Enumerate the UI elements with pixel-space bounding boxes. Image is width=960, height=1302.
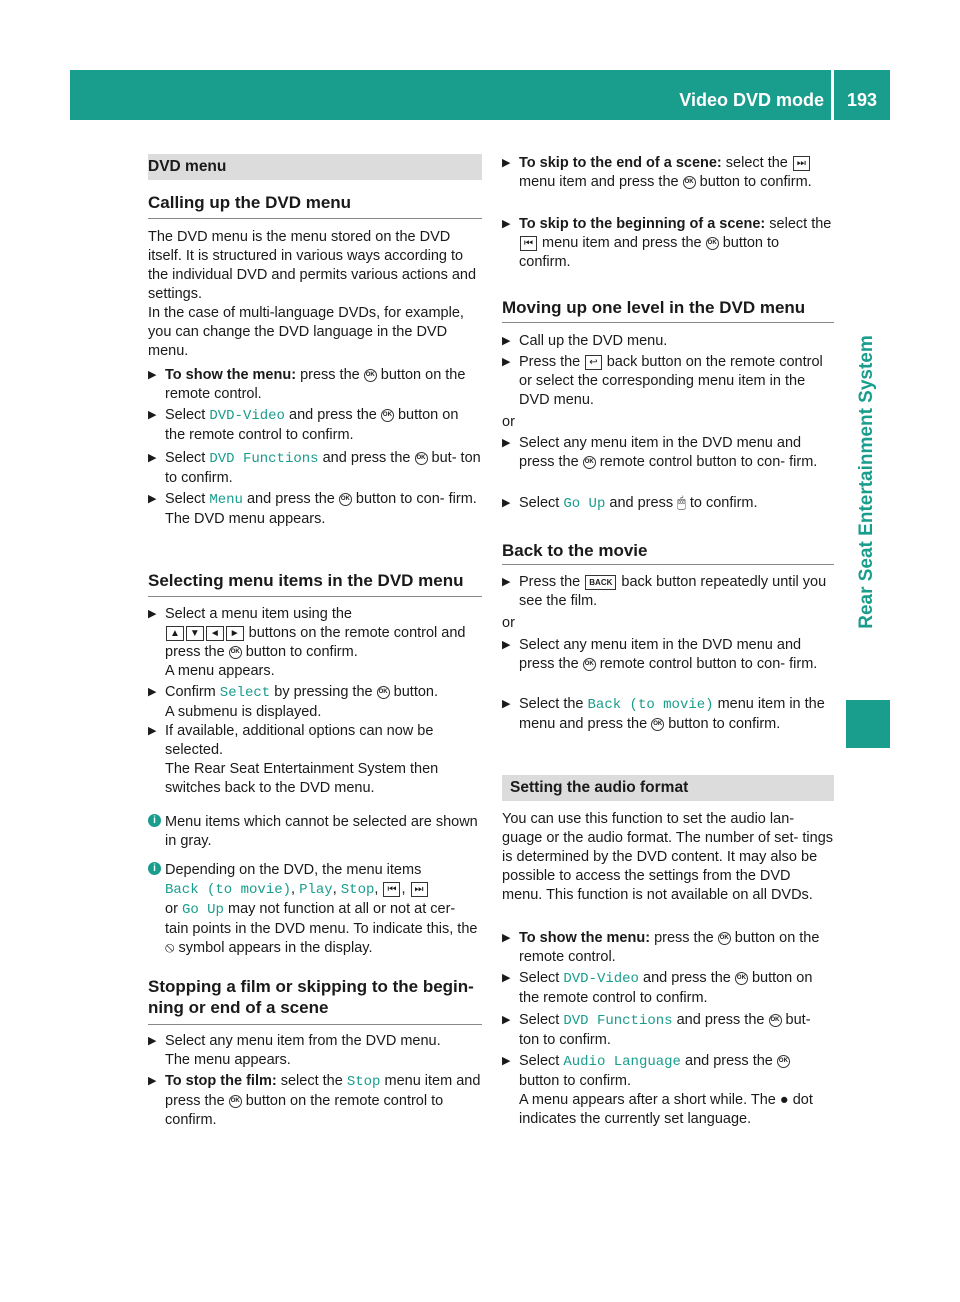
back-button-icon: BACK	[585, 575, 616, 590]
step-arrow-icon: ▶	[502, 576, 511, 588]
step-press-back-repeatedly	[502, 573, 834, 611]
step-text: to confirm.	[689, 495, 758, 511]
step-text: button on the remote control to confirm.	[165, 1093, 444, 1128]
step-result: The menu appears.	[165, 1052, 291, 1068]
ok-button-icon: OK	[339, 493, 352, 506]
step-arrow-icon: ▶	[148, 608, 157, 620]
menu-item-code: Play	[299, 882, 333, 898]
heading-rule	[148, 218, 482, 219]
step-text: and press the	[322, 450, 411, 466]
step-call-up-menu	[502, 332, 834, 351]
section-title: Video DVD mode	[679, 90, 824, 110]
page-header	[70, 70, 890, 120]
step-arrow-icon: ▶	[502, 356, 511, 368]
step-text: and press the	[676, 1012, 765, 1028]
step-arrow-icon: ▶	[148, 1035, 157, 1047]
audio-format-section-title	[502, 775, 834, 801]
info-icon: i	[148, 814, 161, 827]
step-arrow-icon: ▶	[148, 369, 157, 381]
selected-dot-icon: ●	[779, 1092, 789, 1108]
step-text: back button repeatedly until you see the film.	[519, 574, 827, 609]
step-arrow-icon: ▶	[148, 686, 157, 698]
step-text: Press the	[519, 574, 581, 590]
step-text: Select any menu item in the DVD menu and press the	[519, 637, 802, 672]
up-arrow-key-icon: ▲	[166, 626, 184, 641]
step-text: button to confirm.	[519, 1073, 632, 1089]
info-text: Menu items which cannot be selected are shown in gray.	[165, 814, 478, 849]
step-text: and press the	[246, 491, 335, 507]
step-text: select the	[280, 1073, 343, 1089]
step-arrow-icon: ▶	[502, 1055, 511, 1067]
step-select-menu	[148, 490, 482, 529]
step-text: button on the remote control to confirm.	[165, 407, 459, 443]
step-text: menu item and press the	[542, 235, 702, 251]
step-text: Select	[165, 491, 206, 507]
step-text: and press the	[685, 1053, 773, 1069]
skip-back-key-icon: ⏮	[520, 236, 537, 251]
back-to-movie-heading: Back to the movie	[502, 541, 648, 560]
step-text: select the	[725, 155, 788, 171]
menu-item-code: Select	[219, 685, 271, 701]
step-text: A menu appears after a short while. The	[519, 1092, 776, 1108]
step-bold-label: To show the menu:	[165, 367, 297, 383]
menu-item-code: Go Up	[563, 496, 606, 512]
step-text: and press the	[289, 407, 377, 423]
step-text: Select the	[519, 696, 584, 712]
step-text: button on the remote control.	[519, 930, 820, 965]
step-text: Select	[519, 970, 560, 986]
step-text: but- ton to confirm.	[165, 450, 481, 486]
left-arrow-key-icon: ◄	[206, 626, 224, 641]
ok-button-icon: OK	[381, 409, 394, 422]
selecting-heading: Selecting menu items in the DVD menu	[148, 571, 464, 590]
step-text: but- ton to confirm.	[519, 1012, 811, 1048]
step-select-any-item-confirm-2	[502, 636, 834, 674]
info-text: symbol appears in the display.	[178, 940, 373, 956]
step-text: Press the	[519, 354, 581, 370]
ok-button-icon: OK	[415, 452, 428, 465]
step-result: The Rear Seat Entertainment System then switches back to the DVD menu.	[165, 761, 439, 796]
step-bold-label: To skip to the end of a scene:	[519, 155, 722, 171]
step-text: button on the remote control to confirm.	[519, 970, 813, 1006]
not-available-icon: ⦸	[165, 940, 175, 956]
calling-paragraph-2: In the case of multi-language DVDs, for example, you can change the DVD language in the DVD menu.	[148, 305, 464, 359]
step-result: A menu appears.	[165, 663, 275, 679]
step-text: Select	[519, 1012, 560, 1028]
menu-item-code: Go Up	[181, 902, 224, 918]
ok-button-icon: OK	[769, 1014, 782, 1027]
step-result: A submenu is displayed.	[165, 704, 322, 720]
touchpad-press-icon: 🖱	[677, 495, 686, 511]
chapter-tab-marker	[846, 700, 890, 748]
step-arrow-icon: ▶	[148, 493, 157, 505]
step-text: button on the remote control.	[165, 367, 466, 402]
step-text: Select any menu item in the DVD menu and press the	[519, 435, 802, 470]
step-audio-show-menu	[502, 929, 834, 967]
menu-item-code: Back (to movie)	[587, 697, 714, 713]
step-text: If available, additional options can now be selected.	[165, 723, 434, 758]
step-confirm-select	[148, 683, 482, 722]
step-bold-label: To show the menu:	[519, 930, 651, 946]
ok-button-icon: OK	[364, 369, 377, 382]
step-text: Call up the DVD menu.	[519, 333, 668, 349]
ok-button-icon: OK	[683, 176, 696, 189]
step-text: Select	[165, 407, 206, 423]
step-text: Select	[165, 450, 206, 466]
menu-item-code: Menu	[209, 492, 243, 508]
step-text: and press the	[643, 970, 731, 986]
menu-item-code: Audio Language	[563, 1054, 681, 1070]
chapter-tab-label: Rear Seat Entertainment System	[856, 335, 877, 629]
audio-paragraph: You can use this function to set the audio lan- guage or the audio format. The number of set- tings is determined by the DVD content. It may also be possible to access the settings from the DVD menu. This function is not available on all DVDs.	[502, 811, 834, 903]
step-bold-label: To stop the film:	[165, 1073, 277, 1089]
step-arrow-icon: ▶	[148, 725, 157, 737]
menu-item-code: DVD Functions	[209, 451, 319, 467]
step-text: Select	[519, 495, 560, 511]
step-text: back button on the remote control or select the corresponding menu item in the DVD menu.	[519, 354, 823, 408]
calling-heading: Calling up the DVD menu	[148, 193, 352, 212]
step-arrow-icon: ▶	[502, 497, 511, 509]
step-select-go-up	[502, 494, 834, 514]
step-arrow-icon: ▶	[502, 335, 511, 347]
ok-button-icon: OK	[583, 456, 596, 469]
menu-item-code: DVD Functions	[563, 1013, 673, 1029]
step-text: Select a menu item using the	[165, 606, 352, 622]
step-arrow-icon: ▶	[502, 218, 511, 230]
step-text: button to confirm.	[519, 235, 780, 270]
step-arrow-icon: ▶	[148, 1075, 157, 1087]
skip-back-key-icon: ⏮	[383, 882, 400, 897]
step-text: and press	[609, 495, 674, 511]
step-audio-select-language	[502, 1052, 834, 1129]
step-text: button to confirm.	[245, 644, 358, 660]
step-select-back-to-movie	[502, 695, 834, 734]
step-text: remote control button to con- firm.	[599, 656, 818, 672]
step-skip-end	[502, 154, 834, 192]
heading-rule	[148, 596, 482, 597]
step-text: press the	[300, 367, 360, 383]
down-arrow-key-icon: ▼	[186, 626, 204, 641]
menu-item-code: Stop	[346, 1074, 381, 1090]
menu-item-code: DVD-Video	[563, 971, 639, 987]
heading-rule	[502, 564, 834, 565]
step-text: Select	[519, 1053, 560, 1069]
step-text: menu item and press the	[519, 174, 679, 190]
step-arrow-icon: ▶	[502, 932, 511, 944]
step-show-menu	[148, 366, 482, 404]
heading-rule	[502, 322, 834, 323]
info-text: or	[165, 901, 178, 917]
step-arrow-icon: ▶	[502, 972, 511, 984]
step-text: by pressing the	[274, 684, 373, 700]
step-text: menu item in the menu and press the	[519, 696, 825, 732]
step-text: button to confirm.	[699, 174, 812, 190]
ok-button-icon: OK	[229, 1095, 242, 1108]
step-result	[519, 1091, 834, 1129]
step-press-back	[502, 353, 834, 410]
step-result: The DVD menu appears.	[165, 511, 326, 527]
section-title-text: DVD menu	[148, 158, 227, 175]
ok-button-icon: OK	[718, 932, 731, 945]
step-select-dvd-video	[148, 406, 482, 445]
step-text: select the	[769, 216, 832, 232]
step-arrow-icon: ▶	[148, 409, 157, 421]
step-text: remote control button to con- firm.	[599, 454, 818, 470]
or-separator: or	[502, 615, 515, 631]
step-text: press the	[654, 930, 714, 946]
stopping-heading: Stopping a film or skipping to the begin- ning or end of a scene	[148, 977, 474, 1017]
step-text: menu item and press the	[165, 1073, 481, 1109]
skip-forward-key-icon: ⏭	[793, 156, 810, 171]
moving-heading: Moving up one level in the DVD menu	[502, 298, 806, 317]
skip-forward-key-icon: ⏭	[411, 882, 428, 897]
step-arrow-icon: ▶	[502, 437, 511, 449]
info-note-gray-items	[148, 813, 482, 851]
step-select-dvd-functions	[148, 449, 482, 488]
step-stop-film	[148, 1072, 482, 1130]
ok-button-icon: OK	[735, 972, 748, 985]
right-arrow-key-icon: ►	[226, 626, 244, 641]
calling-paragraph-1: The DVD menu is the menu stored on the DVD itself. It is structured in various ways according to the individual DVD and permits various actions and settings.	[148, 229, 477, 302]
info-text: Depending on the DVD, the menu items	[165, 862, 422, 878]
step-arrow-icon: ▶	[148, 452, 157, 464]
step-text: dot indicates the currently set language.	[519, 1092, 813, 1127]
step-arrow-icon: ▶	[502, 157, 511, 169]
info-text: may not function at all or not at cer- tain points in the DVD menu. To indicate this, the	[165, 901, 478, 937]
step-text: Select any menu item from the DVD menu.	[165, 1033, 441, 1049]
ok-button-icon: OK	[377, 686, 390, 699]
menu-item-code: Back (to movie)	[165, 882, 292, 898]
step-text: button to con- firm.	[355, 491, 477, 507]
ok-button-icon: OK	[651, 718, 664, 731]
step-additional-options	[148, 722, 482, 798]
step-arrow-icon: ▶	[502, 639, 511, 651]
step-arrow-icon: ▶	[502, 1014, 511, 1026]
step-arrow-icon: ▶	[502, 698, 511, 710]
ok-button-icon: OK	[706, 237, 719, 250]
or-separator: or	[502, 414, 515, 430]
dvd-menu-section-title	[148, 154, 482, 180]
ok-button-icon: OK	[229, 646, 242, 659]
step-text: button.	[393, 684, 438, 700]
menu-item-code: Stop	[340, 882, 375, 898]
step-audio-select-dvd-functions	[502, 1011, 834, 1050]
step-select-menu-item	[148, 605, 482, 681]
back-key-icon: ↩	[585, 355, 601, 370]
step-audio-select-dvd-video	[502, 969, 834, 1008]
heading-rule	[148, 1024, 482, 1025]
step-text: button to confirm.	[668, 716, 781, 732]
menu-item-code: DVD-Video	[209, 408, 285, 424]
section-title-text: Setting the audio format	[510, 779, 689, 796]
page-number: 193	[846, 90, 878, 110]
ok-button-icon: OK	[583, 658, 596, 671]
info-icon: i	[148, 862, 161, 875]
info-note-menu-items: i Depending on the DVD, the menu items Back (to movie), Play, Stop, ⏮ , ⏭ or Go Up may not function at all or not at cer- tain points in the DVD menu. To indicate this, the ⦸ symbol appears in the display.	[148, 861, 482, 958]
step-select-any-item-confirm	[502, 434, 834, 472]
step-text: buttons on the remote control and press the	[165, 625, 466, 660]
step-skip-beginning	[502, 215, 834, 272]
ok-button-icon: OK	[777, 1055, 790, 1068]
step-text: Confirm	[165, 684, 216, 700]
step-select-any-item	[148, 1032, 482, 1070]
step-bold-label: To skip to the beginning of a scene:	[519, 216, 766, 232]
